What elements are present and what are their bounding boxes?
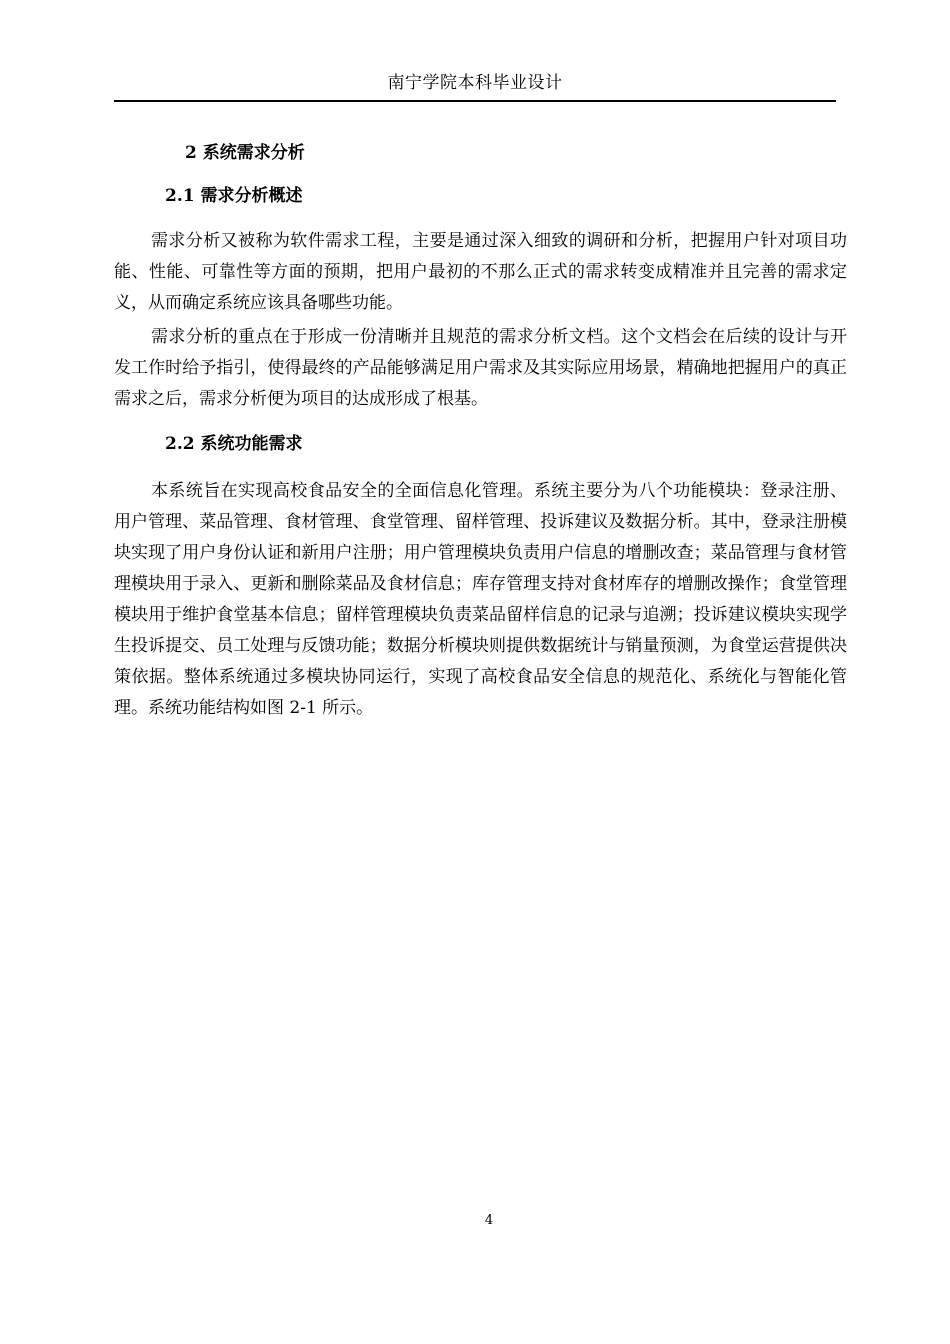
paragraph: 需求分析的重点在于形成一份清晰并且规范的需求分析文档。这个文档会在后续的设计与开发工作时给予指引，使得最终的产品能够满足用户需求及其实际应用场景，精确地把握用户的真正需求之后，需求分析便为项目的达成形成了根基。 [114,327,847,409]
chapter-title: 2 系统需求分析 [185,143,305,163]
header-rule [114,100,836,102]
paragraph: 本系统旨在实现高校食品安全的全面信息化管理。系统主要分为八个功能模块：登录注册、用户管理、菜品管理、食材管理、食堂管理、留样管理、投诉建议及数据分析。其中，登录注册模块实现了用户身份认证和新用户注册；用户管理模块负责用户信息的增删改查；菜品管理与食材管理模块用于录入、更新和删除菜品及食材信息；库存管理支持对食材库存的增删改操作；食堂管理模块用于维护食堂基本信息；留样管理模块负责菜品留样信息的记录与追溯；投诉建议模块实现学生投诉提交、员工处理与反馈功能；数据分析模块则提供数据统计与销量预测，为食堂运营提供决策依据。整体系统通过多模块协同运行，实现了高校食品安全信息的规范化、系统化与智能化管理。系统功能结构如图 2-1 所示。 [114,481,847,718]
section-title-2-1: 2.1 需求分析概述 [165,186,303,206]
page-number: 4 [484,1213,494,1228]
page-header: 南宁学院本科毕业设计 [387,73,563,93]
paragraph: 需求分析又被称为软件需求工程，主要是通过深入细致的调研和分析，把握用户针对项目功能、性能、可靠性等方面的预期，把用户最初的不那么正式的需求转变成精准并且完善的需求定义，从而确定系统应该具备哪些功能。 [114,231,847,313]
section-title-2-2: 2.2 系统功能需求 [165,434,303,454]
